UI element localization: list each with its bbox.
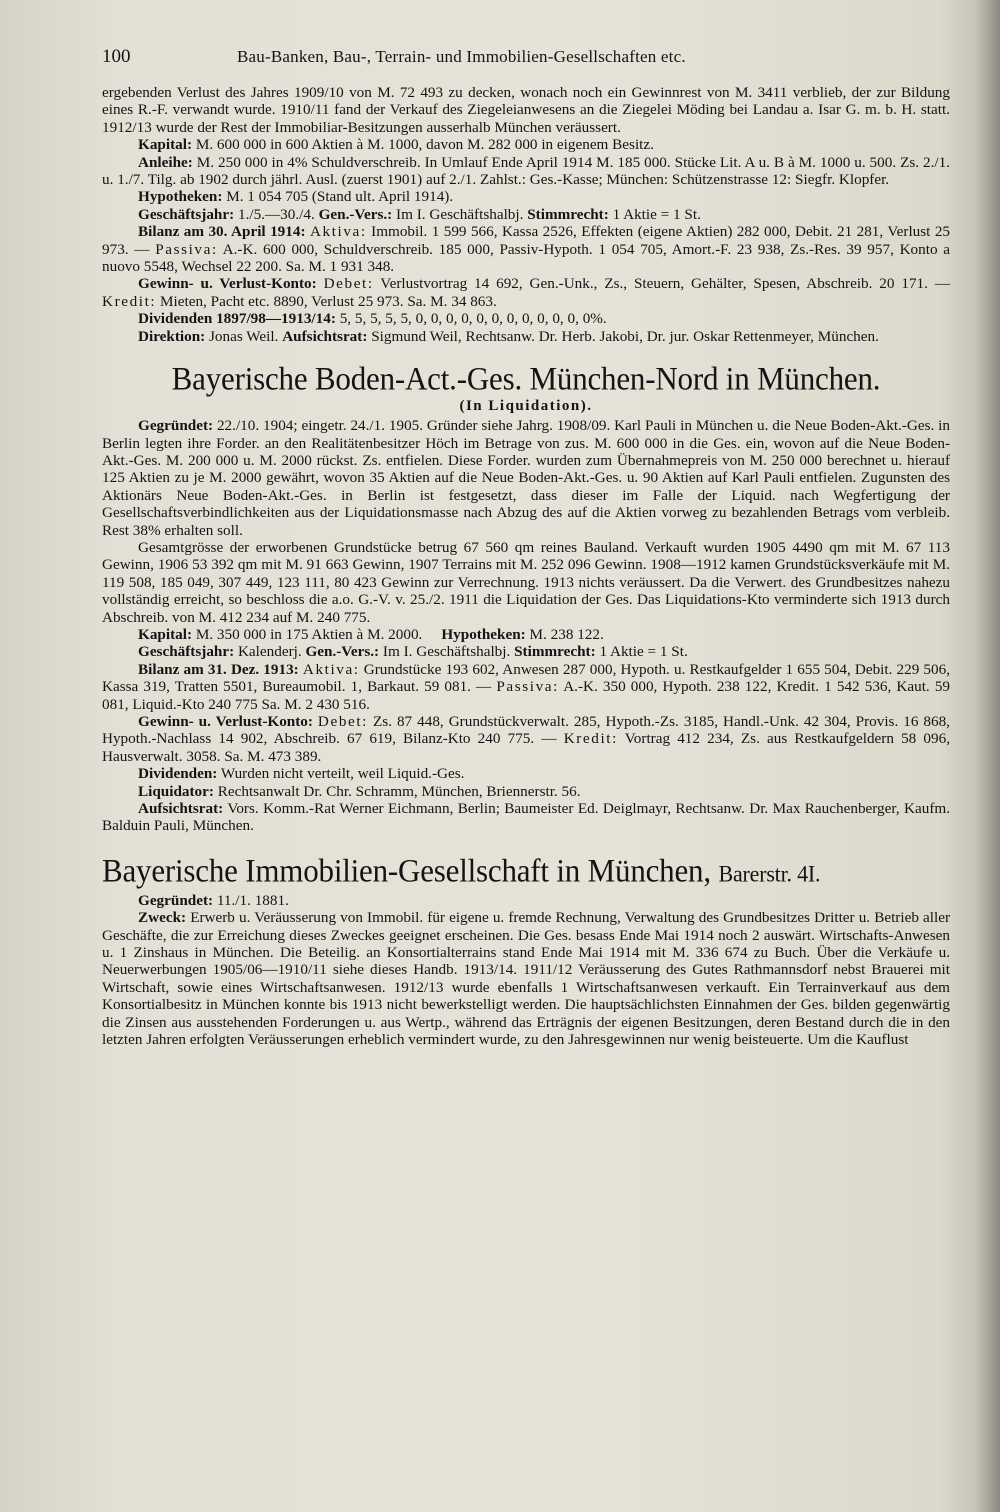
dividenden-text: 5, 5, 5, 5, 5, 0, 0, 0, 0, 0, 0, 0, 0, 0, 0, 0, 0%. bbox=[339, 310, 607, 328]
kapital-label: Kapital: bbox=[138, 625, 193, 643]
passiva-word: Passiva: bbox=[496, 678, 559, 696]
kapital-text: M. 600 000 in 600 Aktien à M. 1000, davon M. 282 000 in eigenem Besitz. bbox=[195, 136, 654, 154]
intro-paragraph: ergebenden Verlust des Jahres 1909/10 von M. 72 493 zu decken, wonach noch ein Gewinnrest von M. 3411 verblieb, der zur Bildung eines R.-F. verwandt wurde. 1910/11 fand der Verkauf des Ziegeleianwesens an die Ziegelei Möding bei Landau a. Isar G. m. b. H. statt. 1912/13 wurde der Rest der Immobiliar-Besitzungen ausserhalb München veräussert. bbox=[102, 84, 950, 136]
aufsichtsrat-label: Aufsichtsrat: bbox=[138, 800, 224, 818]
genvers-text: Im I. Geschäftshalbj. bbox=[382, 643, 511, 661]
dividenden-label: Dividenden 1897/98—1913/14: bbox=[138, 310, 336, 328]
gj-text: Kalenderj. bbox=[237, 643, 302, 661]
zweck-text: Erwerb u. Veräusserung von Immobil. für eigene u. fremde Rechnung, Verwaltung des Grundbesitzes Dritter u. Betrieb aller Geschäfte, die zur Erreichung dieses Zweckes geeignet erscheinen. Die Ges. besass Ende Mai 1914 noch 2 auswärt. Wirtschafts-Anwesen u. 1 Zinshaus in München. Die Beteilig. an Konsortialterrains stand Ende Mai 1914 mit M. 336 674 zu Buch. Über die Verkäufe u. Neuerwerbungen 1905/06—1910/11 siehe dieses Handb. 1913/14. 1911/12 Veräusserung des Gutes Rathmannsdorf nebst Brauerei mit Wirtschaft, sowie eines Wirtschaftsanwesen. 1912/13 wurde ebenfalls 1 Wirtschaftsanwesen verkauft. Ein Terrainverkauf aus dem Konsortialbesitz in München konnte bis 1913 nicht bewerkstelligt werden. Die hauptsächlichsten Einnahmen der Ges. bilden gegenwärtig die Zinsen aus ausstehenden Forderungen u. aus Wertp., während das Erträgnis der eigenen Besitzungen, deren Bestand durch die in den letzten Jahren erfolgten Veräusserungen erheblich vermindert wurde, zu den Jahresgewinnen nur wenig beisteuerte. Um die Kauflust bbox=[102, 909, 950, 1049]
geschaeftsjahr-line bbox=[102, 643, 950, 660]
guv-label: Gewinn- u. Verlust-Konto: bbox=[138, 713, 313, 730]
bilanz-passiva: A.-K. 600 000, Schuldverschreib. 185 000, Passiv-Hypoth. 1 054 705, Amort.-F. 23 938, Zs.-Res. 39 957, Konto a nuovo 5548, Wechsel 22 200. Sa. M. 1 931 348. bbox=[102, 240, 951, 276]
entry-immobilien-ges bbox=[102, 892, 950, 1049]
guv-debet: Verlustvortrag 14 692, Gen.-Unk., Zs., Steuern, Gehälter, Spesen, Abschreib. 20 171. — bbox=[380, 275, 951, 293]
stimmrecht-label: Stimmrecht: bbox=[527, 205, 609, 223]
geschaeftsjahr-line bbox=[102, 206, 950, 223]
liquidation-note: (In Liquidation). bbox=[459, 398, 593, 415]
hypotheken-line bbox=[102, 188, 950, 205]
guv-kredit: Mieten, Pacht etc. 8890, Verlust 25 973. Sa. M. 34 863. bbox=[160, 292, 497, 310]
bilanz-passiva: A.-K. 350 000, Hypoth. 238 122, Kredit. 1 542 536, Kaut. 59 081, Liquid.-Kto 240 775 Sa. M. 2 430 516. bbox=[102, 678, 951, 713]
hypotheken-text: M. 238 122. bbox=[529, 625, 604, 643]
page-number: 100 bbox=[102, 46, 131, 67]
zweck-label: Zweck: bbox=[138, 909, 187, 927]
genvers-label: Gen.-Vers.: bbox=[318, 205, 393, 223]
bilanz-label: Bilanz am 30. April 1914: bbox=[138, 223, 306, 241]
guv-kredit: Vortrag 412 234, Zs. aus Restkaufgeldern 58 096, Hausverwalt. 3058. Sa. M. 473 389. bbox=[102, 730, 950, 765]
gegruendet-label: Gegründet: bbox=[138, 417, 214, 435]
anleihe-text: M. 250 000 in 4% Schuldverschreib. In Umlauf Ende April 1914 M. 185 000. Stücke Lit. A u. B à M. 1000 u. 500. Zs. 2./1. u. 1./7. Tilg. ab 1902 durch jährl. Ausl. (zuerst 1901) auf 2./1. Zahlst.: Ges.-Kasse; München: Schützenstrasse 12: Siegfr. Klopfer. bbox=[102, 153, 951, 189]
gegruendet-line bbox=[102, 892, 950, 909]
kapital-line bbox=[102, 626, 950, 643]
bilanz-paragraph bbox=[102, 661, 950, 713]
gegruendet-text: 22./10. 1904; eingetr. 24./1. 1905. Gründer siehe Jahrg. 1908/09. Karl Pauli in München u. die Neue Boden-Akt.-Ges. in Berlin legten ihre Forder. an den Realitätenbesitzer Höch im Betrage von zus. M. 600 000 in die Ges. ein, wovon auf die Neue Boden-Akt.-Ges. M. 200 000 u. M. 2000 rückst. Zs. entfielen. Diese Forder. wurden zum Übernahmepreis von M. 250 000 berechnet u. hierauf 125 Aktien zu je M. 2000 gewährt, wovon 35 Aktien auf die Neue Boden-Akt.-Ges. u. 90 Aktien auf Karl Pauli entfielen. Zugunsten des Aktionärs Neue Boden-Akt.-Ges. in Berlin ist festgesetzt, dass dieser im Falle der Liquid. nach Wegfertigung der Gesellschaftsverbindlichkeiten aus der Liquidationsmasse nach Abzug des auf die Aktien vorweg zu bezahlenden Betrags vom verbleib. Rest 38% erhalten soll. bbox=[102, 417, 950, 539]
anleihe-paragraph bbox=[102, 154, 950, 189]
bilanz-paragraph bbox=[102, 223, 950, 275]
guv-paragraph bbox=[102, 275, 950, 310]
gegruendet-paragraph bbox=[102, 417, 950, 539]
bilanz-aktiva: Immobil. 1 599 566, Kassa 2526, Effekten (eigene Aktien) 282 000, Debit. 21 281, Verlust 25 973. — bbox=[102, 223, 951, 258]
anleihe-label: Anleihe: bbox=[138, 153, 193, 171]
company-heading-1: Bayerische Boden-Act.-Ges. München-Nord in München. bbox=[171, 360, 881, 397]
dividenden-text: Wurden nicht verteilt, weil Liquid.-Ges. bbox=[220, 765, 465, 783]
aufsichtsrat-text: Vors. Komm.-Rat Werner Eichmann, Berlin; Baumeister Ed. Deiglmayr, Rechtsanw. Dr. Max Rauchenberger, Kaufm. Balduin Pauli, München. bbox=[102, 800, 950, 835]
aktiva-word: Aktiva: bbox=[309, 223, 367, 241]
aufsichtsrat-text: Sigmund Weil, Rechtsanw. Dr. Herb. Jakobi, Dr. jur. Oskar Rettenmeyer, München. bbox=[371, 327, 879, 345]
kapital-label: Kapital: bbox=[138, 136, 193, 154]
running-title: Bau-Banken, Bau-, Terrain- und Immobilien-Gesellschaften etc. bbox=[237, 47, 686, 66]
genvers-text: Im I. Geschäftshalbj. bbox=[396, 205, 524, 223]
kredit-word: Kredit: bbox=[563, 730, 618, 748]
bilanz-aktiva: Grundstücke 193 602, Anwesen 287 000, Hypoth. u. Restkaufgelder 1 655 504, Debit. 229 506, Kassa 319, Tratten 5501, Bureaumobil. 1, Barkaut. 59 081. — bbox=[102, 660, 950, 696]
stimmrecht-text: 1 Aktie = 1 St. bbox=[612, 205, 701, 223]
guv-paragraph bbox=[102, 713, 950, 765]
kapital-text: M. 350 000 in 175 Aktien à M. 2000. bbox=[195, 625, 423, 643]
liquidator-text: Rechtsanwalt Dr. Chr. Schramm, München, Briennerstr. 56. bbox=[217, 782, 581, 800]
direktion-text: Jonas Weil. bbox=[209, 327, 279, 345]
stimmrecht-text: 1 Aktie = 1 St. bbox=[599, 643, 688, 661]
bilanz-label: Bilanz am 31. Dez. 1913: bbox=[138, 660, 299, 678]
kredit-word: Kredit: bbox=[102, 292, 157, 310]
gj-label: Geschäftsjahr: bbox=[138, 643, 235, 661]
page-edge-shadow bbox=[974, 0, 1000, 1512]
entry-boden-act-ges bbox=[102, 417, 950, 835]
kapital-line bbox=[102, 136, 950, 153]
company-heading-2-title: Bayerische Immobilien-Gesellschaft in München, bbox=[102, 851, 711, 889]
debet-word: Debet: bbox=[317, 713, 369, 730]
guv-label: Gewinn- u. Verlust-Konto: bbox=[138, 275, 317, 293]
debet-word: Debet: bbox=[323, 275, 374, 293]
gj-label: Geschäftsjahr: bbox=[138, 205, 235, 223]
direktion-label: Direktion: bbox=[138, 327, 206, 345]
gegruendet-label: Gegründet: bbox=[138, 891, 214, 909]
liquidator-label: Liquidator: bbox=[138, 782, 214, 800]
dividenden-label: Dividenden: bbox=[138, 765, 218, 783]
hypotheken-label: Hypotheken: bbox=[138, 188, 223, 206]
dividenden-line bbox=[102, 310, 950, 327]
zweck-paragraph bbox=[102, 909, 950, 1048]
hypotheken-label: Hypotheken: bbox=[441, 625, 526, 643]
dividenden-line bbox=[102, 765, 950, 782]
gj-text: 1./5.—30./4. bbox=[237, 205, 315, 223]
passiva-word: Passiva: bbox=[155, 240, 218, 258]
hypotheken-text: M. 1 054 705 (Stand ult. April 1914). bbox=[226, 188, 454, 206]
aufsichtsrat-paragraph bbox=[102, 800, 950, 835]
aufsichtsrat-label: Aufsichtsrat: bbox=[282, 327, 368, 345]
guv-debet: Zs. 87 448, Grundstückverwalt. 285, Hypoth.-Zs. 3185, Handl.-Unk. 42 304, Provis. 16 868, Hypoth.-Nachlass 14 902, Abschreib. 67 619, Bilanz-Kto 240 775. — bbox=[102, 713, 950, 748]
company-heading-2 bbox=[102, 852, 950, 893]
direktion-paragraph bbox=[102, 328, 950, 345]
genvers-label: Gen.-Vers.: bbox=[305, 643, 380, 661]
page-header bbox=[102, 46, 950, 68]
aktiva-word: Aktiva: bbox=[302, 660, 360, 678]
gegruendet-text: 11./1. 1881. bbox=[216, 891, 289, 909]
liquidator-line bbox=[102, 783, 950, 800]
company-address: Barerstr. 4I. bbox=[718, 860, 821, 887]
entry-continued bbox=[102, 84, 950, 345]
gesamtgroesse-paragraph: Gesamtgrösse der erworbenen Grundstücke betrug 67 560 qm reines Bauland. Verkauft wurden 1905 4490 qm mit M. 67 113 Gewinn, 1906 53 392 qm mit M. 91 663 Gewinn, 1907 Terrains mit M. 252 096 Gewinn. 1908—1912 kamen Grundstücksverkäufe mit M. 119 508, 185 049, 307 449, 123 111, 80 423 Gewinn zur Verrechnung. 1913 nichts veräussert. Da die Verwert. des Grundbesitzes nahezu vollständig erreicht, so beschloss die a.o. G.-V. v. 25./2. 1911 die Liquidation der Ges. Das Liquidations-Kto verminderte sich 1913 durch Abschreib. von M. 412 234 auf M. 240 775. bbox=[102, 538, 950, 626]
stimmrecht-label: Stimmrecht: bbox=[514, 643, 596, 661]
